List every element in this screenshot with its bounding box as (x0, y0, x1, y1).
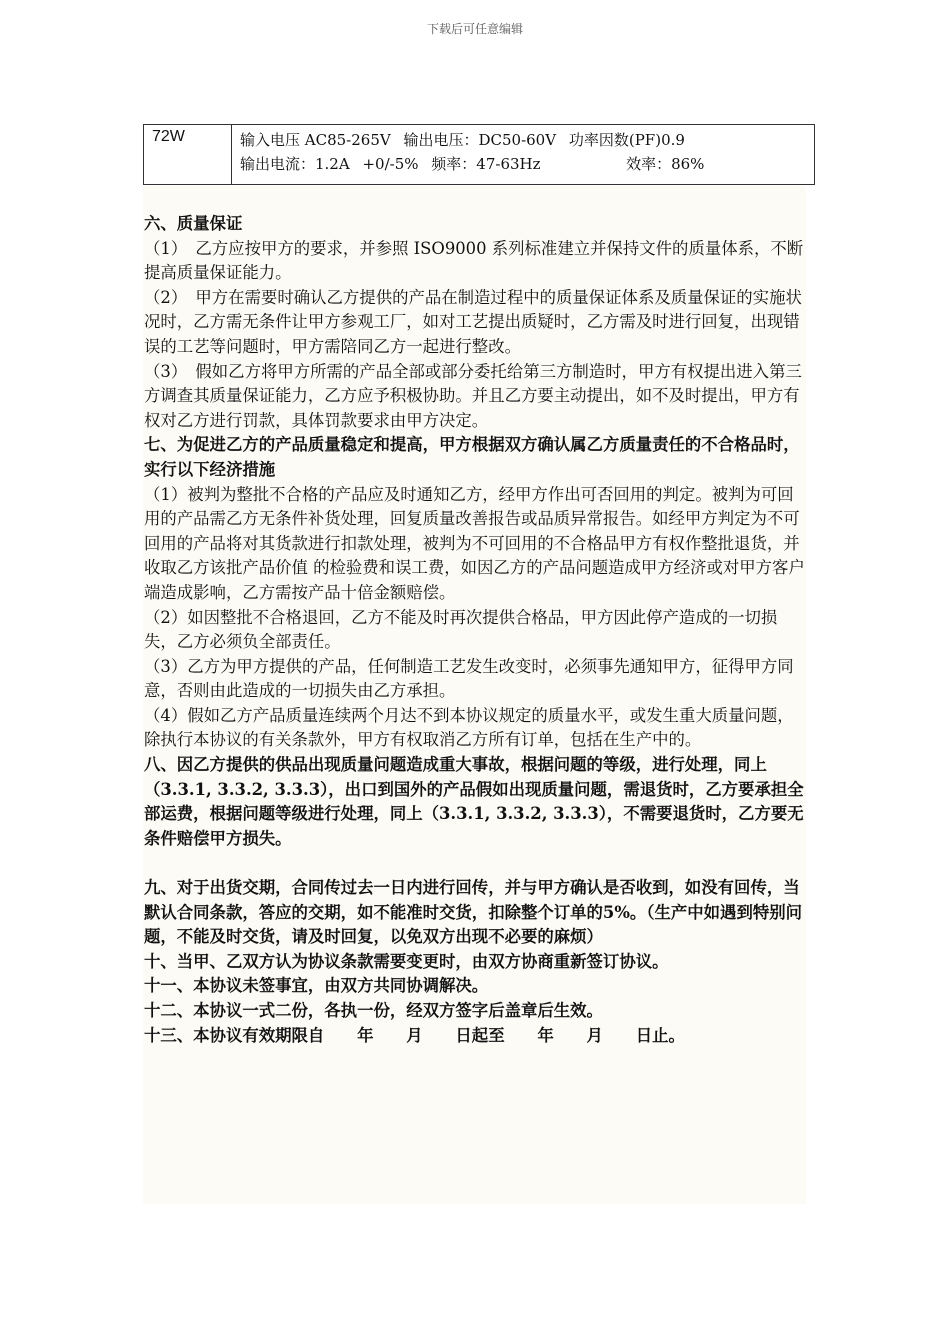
efficiency: 效率：86% (626, 155, 705, 173)
section-7-item-2: （2）如因整批不合格退回，乙方不能及时再次提供合格品，甲方因此停产造成的一切损失，乙方必须负全部责任。 (144, 607, 778, 652)
input-voltage: 输入电压 AC85-265V (240, 131, 391, 149)
output-current: 输出电流：1.2A (240, 155, 350, 173)
section-11: 十一、本协议未签事宜，由双方共同协调解决。 (144, 976, 489, 996)
header-note: 下载后可任意编辑 (426, 22, 523, 36)
section-10: 十、当甲、乙双方认为协议条款需要变更时，由双方协商重新签订协议。 (144, 951, 669, 971)
agreement-body (144, 212, 810, 1048)
section-6-title: 六、质量保证 (144, 214, 243, 233)
section-9: 九、对于出货交期，合同传过去一日内进行回传，并与甲方确认是否收到，如没有回传，当默认合同条款，答应的交期，如不能准时交货，扣除整个订单的5%。（生产中如遇到特别问题，不能及时交货，请及时回复，以免双方出现不必要的麻烦） (144, 878, 803, 947)
section-13: 十三、本协议有效期限自 年 月 日起至 年 月 日止。 (144, 1025, 685, 1045)
spec-details-cell (232, 125, 814, 184)
blank-line (144, 851, 810, 876)
spec-table (143, 124, 815, 185)
spec-line-2 (240, 152, 806, 176)
section-6-item-2: （2） 甲方在需要时确认乙方提供的产品在制造过程中的质量保证体系及质量保证的实施状况时，乙方需无条件让甲方参观工厂，如对工艺提出质疑时，乙方需及时进行回复，出现错误的工艺等问题时，甲方需陪同乙方一起进行整改。 (144, 287, 802, 356)
section-8: 八、因乙方提供的供品出现质量问题造成重大事故，根据问题的等级，进行处理，同上（3.3.1, 3.3.2, 3.3.3），出口到国外的产品假如出现质量问题，需退货时，乙方要承担全部运费，根据问题等级进行处理，同上（3.3.1, 3.3.2, 3.3.3），不需要退货时，乙方要无条件赔偿甲方损失。 (144, 755, 804, 848)
section-7-title: 七、为促进乙方的产品质量稳定和提高，甲方根据双方确认属乙方质量责任的不合格品时，实行以下经济措施 (144, 435, 800, 479)
section-12: 十二、本协议一式二份，各执一份，经双方签字后盖章后生效。 (144, 1001, 603, 1020)
section-7-item-3: （3）乙方为甲方提供的产品，任何制造工艺发生改变时，必须事先通知甲方，征得甲方同意，否则由此造成的一切损失由乙方承担。 (144, 656, 794, 701)
power-rating-cell: 72W (144, 125, 232, 184)
section-7-item-1: （1）被判为整批不合格的产品应及时通知乙方，经甲方作出可否回用的判定。被判为可回用的产品需乙方无条件补货处理，回复质量改善报告或品质异常报告。如经甲方判定为不可回用的产品将对其货款进行扣款处理，被判为不可回用的不合格品甲方有权作整批退货，并收取乙方该批产品价值 的检验费和误工费，如因乙方的产品问题造成甲方经济或对甲方客户端造成影响，乙方需按产品十倍金额赔偿。 (144, 484, 805, 602)
section-7-item-4: （4）假如乙方产品质量连续两个月达不到本协议规定的质量水平，或发生重大质量问题，除执行本协议的有关条款外，甲方有权取消乙方所有订单，包括在生产中的。 (144, 705, 794, 750)
frequency: 频率：47-63Hz (431, 155, 541, 173)
section-6-item-1: （1） 乙方应按甲方的要求，并参照 ISO9000 系列标准建立并保持文件的质量体系，不断提高质量保证能力。 (144, 238, 804, 283)
spec-line-1 (240, 128, 806, 152)
current-tolerance: +0/-5% (362, 155, 419, 173)
section-6-item-3: （3） 假如乙方将甲方所需的产品全部或部分委托给第三方制造时，甲方有权提出进入第三方调查其质量保证能力，乙方应予积极协助。并且乙方要主动提出，如不及时提出，甲方有权对乙方进行罚款，具体罚款要求由甲方决定。 (144, 361, 802, 430)
power-factor: 功率因数(PF)0.9 (568, 131, 685, 149)
output-voltage: 输出电压：DC50-60V (403, 131, 557, 149)
